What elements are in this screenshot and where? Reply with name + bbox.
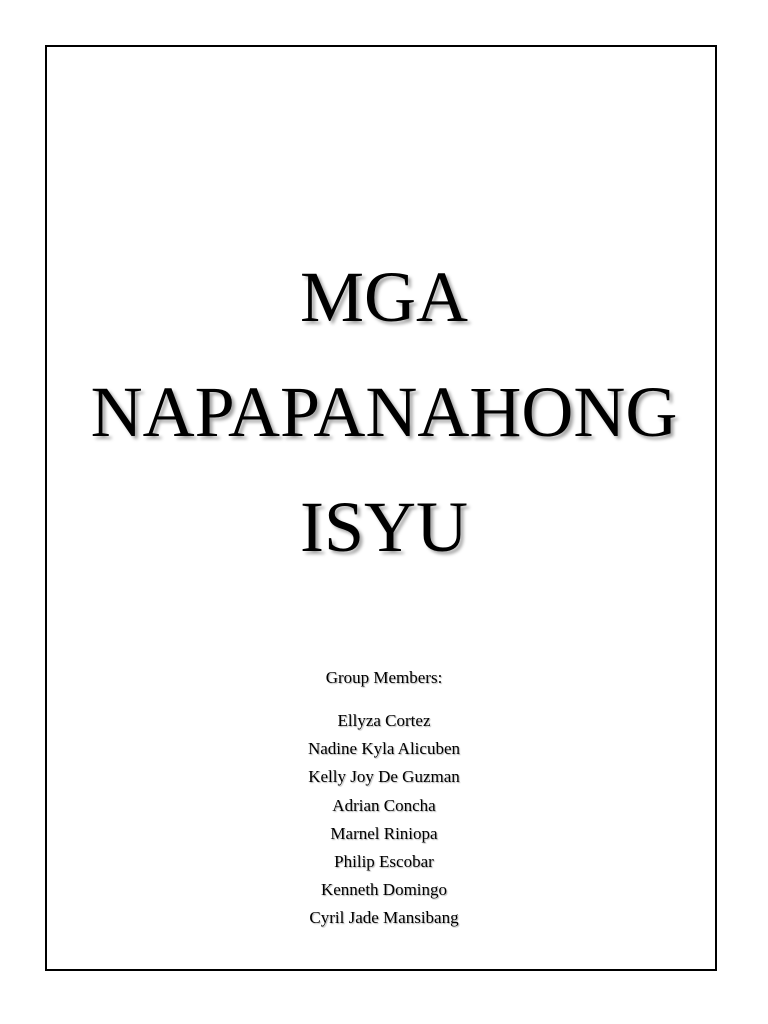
member-name: Adrian Concha [332, 795, 436, 815]
title-line-3: ISYU [299, 487, 468, 567]
member-name: Cyril Jade Mansibang [309, 908, 459, 928]
member-name: Kelly Joy De Guzman [308, 767, 460, 787]
title-line-1: MGA [299, 257, 468, 337]
title-line-2: NAPAPANAHONG [90, 372, 678, 452]
member-name: Kenneth Domingo [320, 880, 448, 900]
member-name: Philip Escobar [334, 852, 434, 872]
group-members-heading: Group Members: [325, 668, 443, 687]
member-name: Nadine Kyla Alicuben [307, 739, 460, 759]
member-name: Ellyza Cortez [337, 711, 431, 730]
group-members-list [0, 707, 768, 933]
member-name: Marnel Riniopa [330, 823, 438, 843]
document-title [0, 240, 768, 585]
